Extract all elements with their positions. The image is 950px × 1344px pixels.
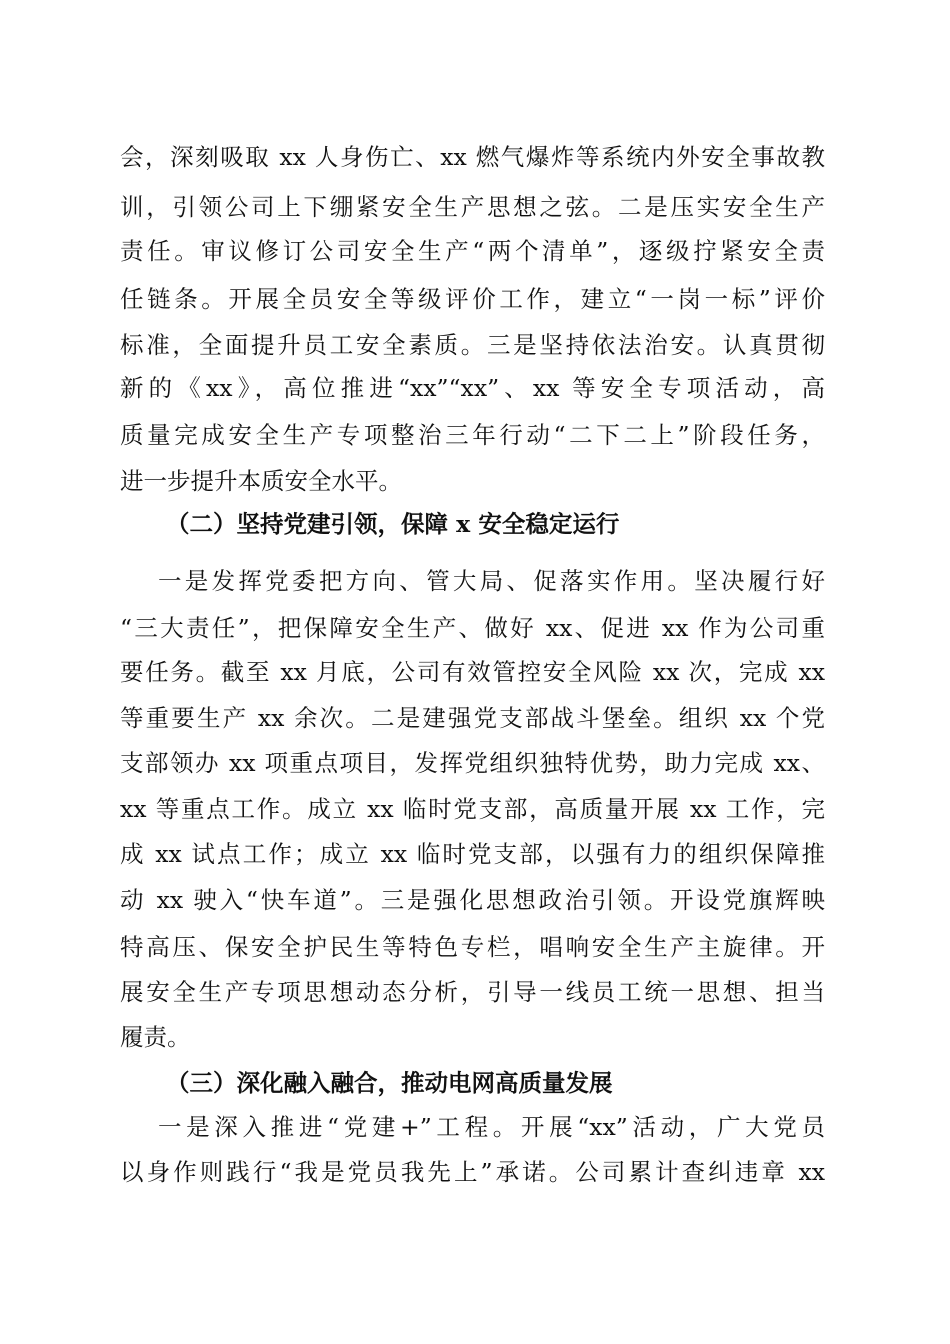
paragraph-2-line-5: 支部领办 xx 项重点项目，发挥党组织独特优势，助力完成 xx、 bbox=[120, 749, 825, 777]
paragraph-2-line-2: “三大责任”，把保障安全生产、做好 xx、促进 xx 作为公司重 bbox=[120, 614, 825, 642]
paragraph-2-line-11: 履责。 bbox=[120, 1023, 191, 1051]
paragraph-1-line-2: 训，引领公司上下绷紧安全生产思想之弦。二是压实安全生产 bbox=[120, 193, 825, 221]
paragraph-2-line-7: 成 xx 试点工作；成立 xx 临时党支部，以强有力的组织保障推 bbox=[120, 840, 825, 868]
paragraph-1-line-7: 质量完成安全生产专项整治三年行动“二下二上”阶段任务， bbox=[120, 421, 825, 449]
paragraph-2-line-8: 动 xx 驶入“快车道”。三是强化思想政治引领。开设党旗辉映 bbox=[120, 886, 825, 914]
paragraph-3-line-2: 以身作则践行“我是党员我先上”承诺。公司累计查纠违章 xx bbox=[120, 1158, 825, 1186]
paragraph-1-line-8: 进一步提升本质安全水平。 bbox=[120, 467, 402, 495]
paragraph-1-line-4: 任链条。开展全员安全等级评价工作，建立“一岗一标”评价 bbox=[120, 285, 825, 313]
paragraph-2-line-10: 展安全生产专项思想动态分析，引导一线员工统一思想、担当 bbox=[120, 978, 825, 1006]
paragraph-1-line-5: 标准，全面提升员工安全素质。三是坚持依法治安。认真贯彻 bbox=[120, 331, 825, 359]
paragraph-2-line-3: 要任务。截至 xx 月底，公司有效管控安全风险 xx 次，完成 xx bbox=[120, 658, 825, 686]
section-heading-2: （二）坚持党建引领，保障 x 安全稳定运行 bbox=[166, 510, 620, 538]
paragraph-2-line-1: 一是发挥党委把方向、管大局、促落实作用。坚决履行好 bbox=[158, 567, 825, 595]
paragraph-2-line-4: 等重要生产 xx 余次。二是建强党支部战斗堡垒。组织 xx 个党 bbox=[120, 704, 825, 732]
paragraph-2-line-9: 特高压、保安全护民生等特色专栏，唱响安全生产主旋律。开 bbox=[120, 933, 825, 961]
paragraph-3-line-1: 一是深入推进“党建+”工程。开展“xx”活动，广大党员 bbox=[158, 1113, 825, 1141]
paragraph-2-line-6: xx 等重点工作。成立 xx 临时党支部，高质量开展 xx 工作，完 bbox=[120, 795, 825, 823]
paragraph-1-line-3: 责任。审议修订公司安全生产“两个清单”，逐级拧紧安全责 bbox=[120, 237, 825, 265]
section-heading-3: （三）深化融入融合，推动电网高质量发展 bbox=[166, 1069, 613, 1097]
paragraph-1-line-1: 会，深刻吸取 xx 人身伤亡、xx 燃气爆炸等系统内外安全事故教 bbox=[120, 143, 825, 171]
paragraph-1-line-6: 新的《xx》，高位推进“xx”“xx”、xx 等安全专项活动，高 bbox=[120, 374, 825, 402]
